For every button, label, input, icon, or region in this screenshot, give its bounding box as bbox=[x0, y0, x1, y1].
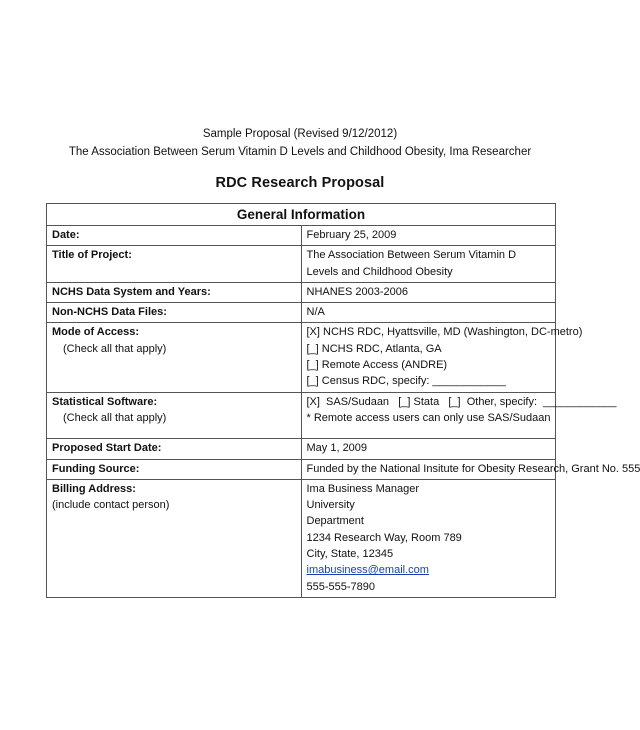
non-nchs-value: N/A bbox=[301, 303, 556, 323]
date-value: February 25, 2009 bbox=[301, 226, 556, 246]
table-row bbox=[47, 303, 556, 323]
billing-address-cell bbox=[47, 479, 302, 597]
section-heading: General Information bbox=[47, 204, 556, 226]
table-row bbox=[47, 246, 556, 283]
billing-address-value bbox=[301, 479, 556, 597]
mode-of-access-hint: (Check all that apply) bbox=[63, 342, 167, 355]
billing-email-link[interactable]: imabusiness@email.com bbox=[306, 564, 429, 577]
access-option-remote: [_] Remote Access (ANDRE) bbox=[306, 359, 448, 372]
access-option-hyattsville: [X] NCHS RDC, Hyattsville, MD (Washington, DC-metro) bbox=[306, 326, 583, 339]
non-nchs-label: Non-NCHS Data Files: bbox=[47, 303, 302, 323]
statistical-software-cell bbox=[47, 392, 302, 439]
funding-source-label: Funding Source: bbox=[47, 459, 302, 479]
project-title-label: Title of Project: bbox=[47, 246, 302, 283]
billing-department: Department bbox=[306, 515, 364, 528]
table-row bbox=[47, 323, 556, 392]
document-title: RDC Research Proposal bbox=[215, 175, 385, 191]
billing-email-line bbox=[307, 562, 551, 578]
billing-city: City, State, 12345 bbox=[306, 548, 394, 561]
billing-phone: 555-555-7890 bbox=[306, 580, 376, 593]
mode-of-access-cell bbox=[47, 323, 302, 392]
statistical-software-hint: (Check all that apply) bbox=[63, 411, 167, 424]
table-row bbox=[47, 479, 556, 597]
billing-street: 1234 Research Way, Room 789 bbox=[306, 531, 462, 544]
nchs-data-value: NHANES 2003-2006 bbox=[301, 282, 556, 302]
mode-of-access-label: Mode of Access: bbox=[52, 326, 140, 339]
access-option-atlanta: [_] NCHS RDC, Atlanta, GA bbox=[306, 342, 442, 355]
start-date-label: Proposed Start Date: bbox=[47, 439, 302, 459]
billing-address-label: Billing Address: bbox=[52, 482, 136, 495]
table-row bbox=[47, 439, 556, 459]
proposal-subtitle-line: The Association Between Serum Vitamin D Levels and Childhood Obesity, Ima Researcher bbox=[68, 146, 532, 158]
mode-of-access-options bbox=[301, 323, 583, 392]
statistical-software-options bbox=[301, 392, 617, 439]
general-information-table bbox=[46, 203, 640, 598]
nchs-data-label: NCHS Data System and Years: bbox=[47, 282, 302, 302]
table-row bbox=[47, 282, 556, 302]
project-title-value: The Association Between Serum Vitamin D Levels and Childhood Obesity bbox=[301, 246, 556, 283]
billing-contact: Ima Business Manager bbox=[306, 482, 419, 495]
software-remote-note: * Remote access users can only use SAS/Sudaan bbox=[306, 411, 551, 424]
table-row bbox=[47, 226, 556, 246]
proposal-revision-line: Sample Proposal (Revised 9/12/2012) bbox=[202, 128, 398, 140]
date-label: Date: bbox=[47, 226, 302, 246]
table-row bbox=[47, 459, 556, 479]
table-header-row bbox=[47, 204, 556, 226]
software-option-line: [X] SAS/Sudaan [_] Stata [_] Other, specify: ____________ bbox=[306, 395, 617, 408]
table-row bbox=[47, 392, 556, 439]
access-option-census: [_] Census RDC, specify: ____________ bbox=[306, 375, 506, 388]
billing-university: University bbox=[306, 499, 355, 512]
statistical-software-label: Statistical Software: bbox=[52, 395, 158, 408]
funding-source-value: Funded by the National Insitute for Obesity Research, Grant No. 555 bbox=[301, 459, 556, 479]
start-date-value: May 1, 2009 bbox=[301, 439, 556, 459]
billing-address-hint: (include contact person) bbox=[52, 499, 170, 512]
